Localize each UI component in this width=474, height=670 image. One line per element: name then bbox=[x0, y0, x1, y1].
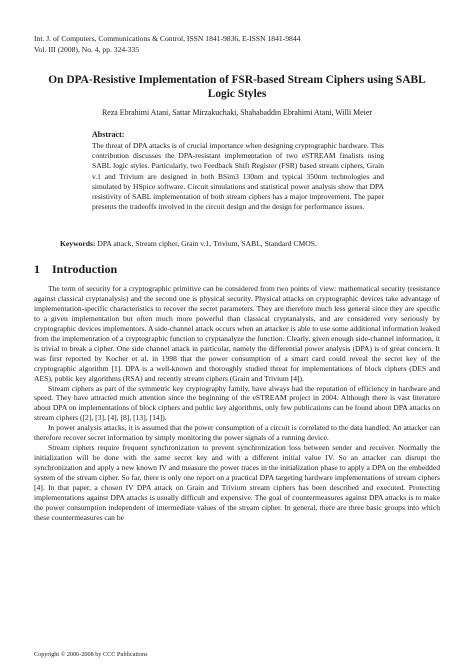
keywords-text: DPA attack, Stream cipher, Grain v.1, Trivium, SABL, Standard CMOS. bbox=[97, 239, 317, 248]
volume-header: Vol. III (2008), No. 4, pp. 324-335 bbox=[34, 45, 140, 54]
copyright-footer: Copyright © 2006-2008 by CCC Publications bbox=[34, 651, 148, 658]
keywords bbox=[60, 239, 420, 249]
section-heading bbox=[34, 262, 117, 276]
body-paragraph: The term of security for a cryptographic primitive can be considered from two points of view: mathematical security (resistance against classical cryptanalysis) and the second one is physical security. Physical attacks on cryptographic devices take advantage of implementation-specific characteristics to recover the secret parameters. They are therefore much less general since they are specific to a given implementation but often much more powerful than classical cryptanalysis, and are considered very seriously by cryptographic devices implementors. A side-channel attack occurs when an attacker is able to use some additional information leaked from the implementation of a cryptographic function to cryptanalyze the function. Clearly, given enough side-channel information, it is trivial to break a cipher. One side channel attack in particular, namely the differential power analysis (DPA) is of great concern. It was first reported by Kocher et al. in 1998 that the power consumption of a smart card could reveal the secret key of the cryptographic algorithm [1]. DPA is a well-known and thoroughly studied threat for implementations of block ciphers (DES and AES), public key algorithms (RSA) and recently stream ciphers (Grain and Trivium [4]). bbox=[34, 284, 440, 383]
keywords-label: Keywords: bbox=[60, 239, 96, 248]
paper-title: On DPA-Resistive Implementation of FSR-based Stream Ciphers using SABL Logic Styles bbox=[48, 74, 426, 100]
abstract-heading: Abstract: bbox=[92, 130, 125, 139]
introduction-body bbox=[34, 284, 440, 523]
journal-header: Int. J. of Computers, Communications & Control, ISSN 1841-9836, E-ISSN 1841-9844 bbox=[34, 34, 301, 43]
body-paragraph: Stream ciphers as part of the symmetric key cryptography family, have always had the reputation of efficiency in hardware and speed. They have attracted much attention since the beginning of the eSTREAM project in 2004. Although there is vast literature about DPA on implementations of block ciphers and public key algorithms, only few publications can be found about DPA attacks on stream ciphers ([2], [3], [4], [8], [13], [14]). bbox=[34, 383, 440, 423]
section-title: Introduction bbox=[52, 262, 118, 276]
body-paragraph: In power analysis attacks, it is assumed that the power consumption of a circuit is correlated to the data handled. An attacker can therefore recover secret information by simply monitoring the power signals of a running device. bbox=[34, 423, 440, 443]
abstract-text: The threat of DPA attacks is of crucial importance when designing cryptographic hardware. This contribution discusses the DPA-resistant implementation of two eSTREAM finalists using SABL logic styles. Particularly, two Feedback Shift Register (FSR) based stream ciphers, Grain v.1 and Trivium are designed in both BSim3 130nm and typical 350nm technologies and simulated by HSpice software. Circuit simulations and statistical power analysis show that DPA resistivity of SABL implementation of both stream ciphers has a major improvement. The paper presents the tradeoffs involved in the circuit design and the design for performance issues. bbox=[92, 141, 384, 212]
section-number: 1 bbox=[34, 262, 40, 276]
body-paragraph: Stream ciphers require frequent synchronization to prevent synchronization loss between sender and receiver. Normally the initialization will be done with the same secret key and with a different initial value IV. So an attacker can disrupt the synchronization and apply a new known IV and measure the power traces in the initialization phase to apply a DPA on the embedded system of the stream cipher. So far, there is only one report on a practical DPA targeting hardware implementations of stream ciphers [4]. In that paper, a chosen IV DPA attack on Grain and Trivium stream ciphers has been described and executed. Protecting implementations against DPA attacks is usually difficult and expensive. The goal of countermeasures against DPA attacks is to make the power consumption independent of intermediate values of the stream cipher. In general, there are three basic groups into which these countermeasures can be bbox=[34, 443, 440, 522]
paper-authors: Reza Ebrahimi Atani, Sattar Mirzakuchaki, Shahabaddin Ebrahimi Atani, Willi Meier bbox=[102, 108, 372, 117]
